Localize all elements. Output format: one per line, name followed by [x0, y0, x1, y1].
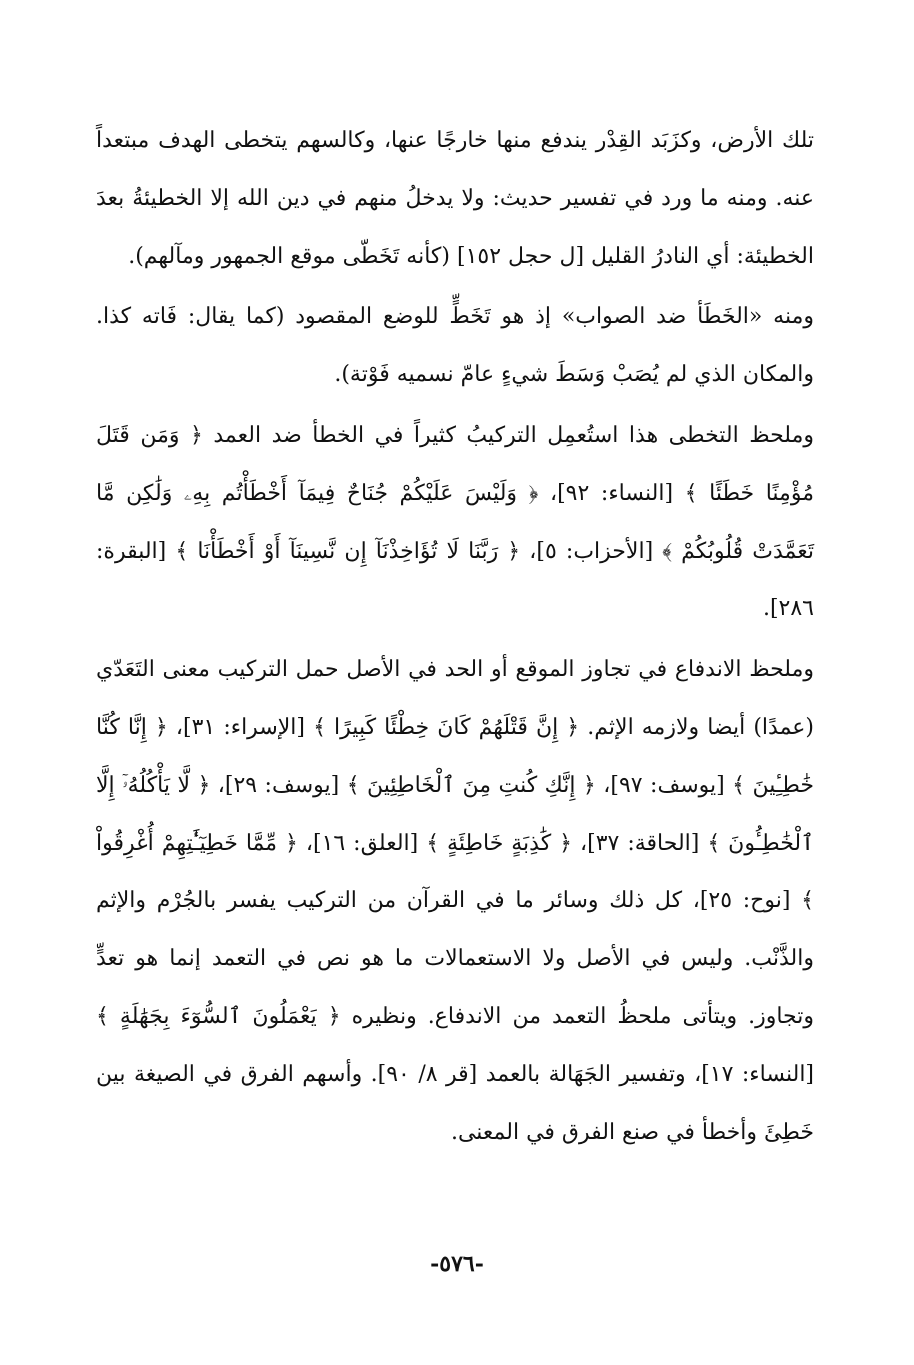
paragraph-3: وملحظ التخطى هذا استُعمِل التركيبُ كثيراً في الخطأ ضد العمد ﴿ وَمَن قَتَلَ مُؤْمِنًا خَطَئًا ﴾ [النساء: ٩٢]، ﴿ وَلَيْسَ عَلَيْكُمْ جُنَاحٌ فِيمَآ أَخْطَأْتُم بِهِۦ وَلَٰكِن مَّا تَعَمَّدَتْ قُلُوبُكُمْ ﴾ [الأحزاب: ٥]، ﴿ رَبَّنَا لَا تُؤَاخِذْنَآ إِن نَّسِينَآ أَوْ أَخْطَأْنَا ﴾ [البقرة: ٢٨٦].	[96, 422, 815, 622]
page-body	[96, 112, 814, 1161]
paragraph-1: تلك الأرض، وكزَبَد القِدْر يندفع منها خارجًا عنها، وكالسهم يتخطى الهدف مبتعداً عنه. ومنه ما ورد في تفسير حديث: ولا يدخلُ منهم في دين الله إلا الخطيئةُ بعدَ الخطيئة: أي النادرُ القليل [ل حجل ١٥٢] (كأنه تَخَطّى موقع الجمهور ومآلهم).	[96, 128, 814, 269]
paragraph-2: ومنه «الخَطَأ ضد الصواب» إذ هو تَخَطٍّ للوضع المقصود (كما يقال: فَاته كذا. والمكان الذي لم يُصَبْ وَسَطَ شيءٍ عامّ نسميه فَوْتة).	[96, 304, 814, 388]
page-number: -٥٧٦-	[430, 1251, 484, 1277]
paragraph-4: وملحظ الاندفاع في تجاوز الموقع أو الحد في الأصل حمل التركيب معنى التَعَدّي (عمدًا) أيضا ولازمه الإثم. ﴿ إِنَّ قَتْلَهُمْ كَانَ خِطْئًا كَبِيرًا ﴾ [الإسراء: ٣١]، ﴿ إِنَّا كُنَّا خَٰطِـِٔينَ ﴾ [يوسف: ٩٧]، ﴿ إِنَّكِ كُنتِ مِنَ ٱلْخَاطِئِينَ ﴾ [يوسف: ٢٩]، ﴿ لَّا يَأْكُلُهُۥٓ إِلَّا ٱلْخَٰطِـُٔونَ ﴾ [الحاقة: ٣٧]، ﴿ كَٰذِبَةٍ خَاطِئَةٍ ﴾ [العلق: ١٦]، ﴿ مِّمَّا خَطِيٓـَٰٔتِهِمْ أُغْرِقُواْ ﴾ [نوح: ٢٥]، كل ذلك وسائر ما في القرآن من التركيب يفسر بالجُرْم والإثم والذَّنْب. وليس في الأصل ولا الاستعمالات ما هو نص في التعمد إنما هو تعدٍّ وتجاوز. ويتأتى ملحظُ التعمد من الاندفاع. ونظيره ﴿ يَعْمَلُونَ ٱلسُّوٓءَ بِجَهَٰلَةٍ ﴾ [النساء: ١٧]، وتفسير الجَهَالة بالعمد [قر ٨/ ٩٠]. وأسهم الفرق في الصيغة بين خَطِئَ وأخطأ في صنع الفرق في المعنى.	[96, 657, 815, 1145]
